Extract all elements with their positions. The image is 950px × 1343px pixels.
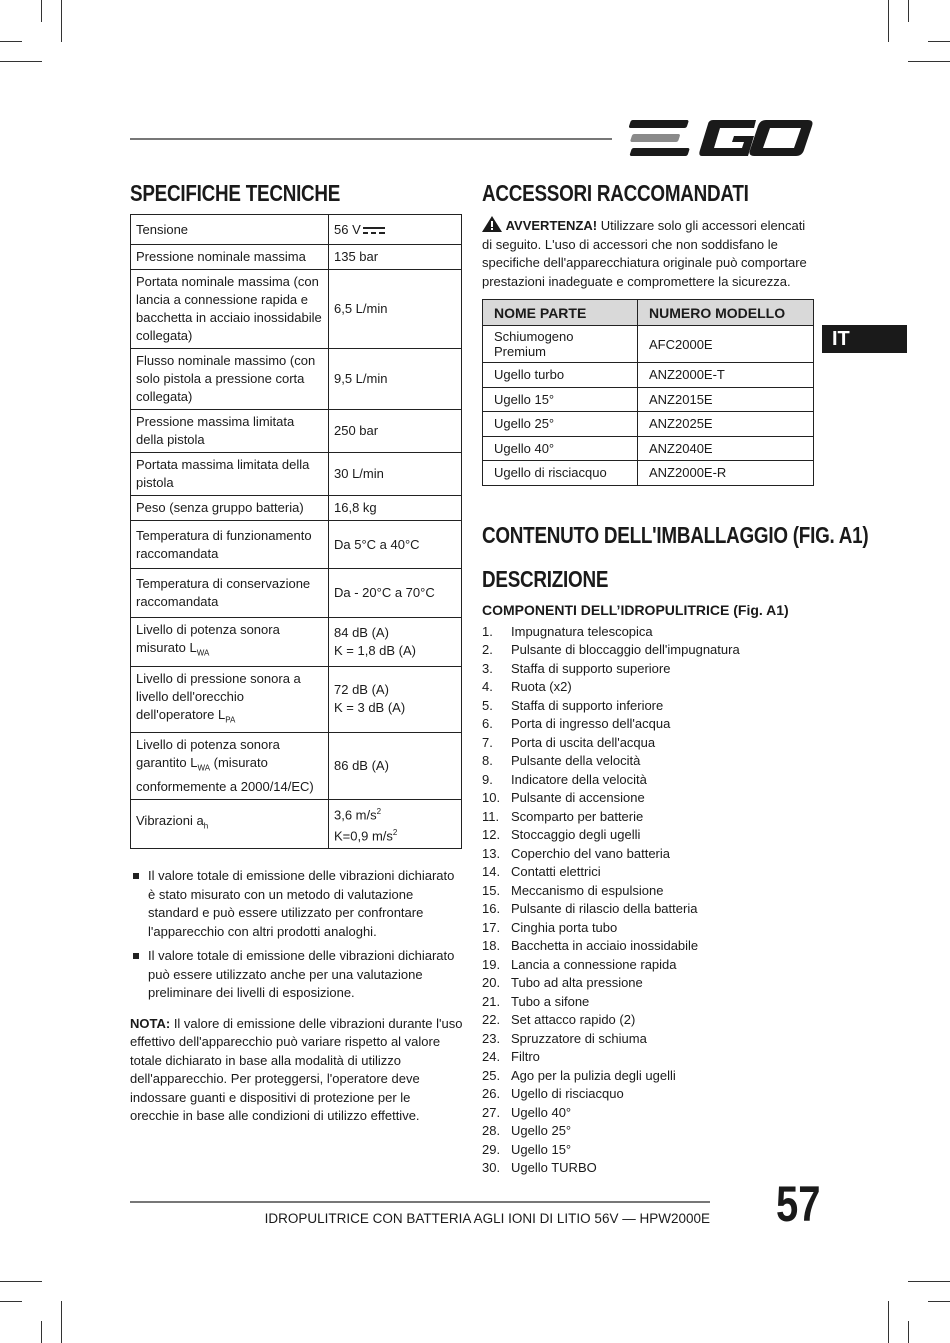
crop-mark xyxy=(888,0,889,42)
table-row xyxy=(131,521,462,569)
table-row xyxy=(131,666,462,733)
part-name: Ugello di risciacquo xyxy=(483,461,638,486)
spec-value: 250 bar xyxy=(329,410,462,453)
list-item: 7. Porta di uscita dell'acqua xyxy=(482,734,656,750)
accessories-table xyxy=(482,299,814,486)
list-item: 18. Bacchetta in acciaio inossidabile xyxy=(482,938,699,953)
spec-label: Livello di pressione sonora a livello dell'orecchio dell'operatore $L_{PA}$ xyxy=(131,666,329,733)
warning-paragraph: AVVERTENZA! Utilizzare solo gli accessori elencati di seguito. L'uso di accessori che non soddisfano le specifiche dell'apparecchiatura originale può comportare prestazioni inadeguate e compromettere la sicurezza. xyxy=(482,218,807,289)
list-item: 13. Coperchio del vano batteria xyxy=(482,845,670,861)
list-item: Il valore totale di emissione delle vibrazioni dichiarato può essere utilizzato anche per una valutazione preliminare dei livelli di esposizione. xyxy=(130,947,463,1003)
table-row xyxy=(131,453,462,496)
contents-title: CONTENUTO DELL'IMBALLAGGIO (FIG. A1) xyxy=(482,521,869,548)
table-row xyxy=(483,387,814,412)
model-number: ANZ2015E xyxy=(638,387,814,412)
page-number: 57 xyxy=(776,1176,821,1232)
crop-mark xyxy=(908,0,909,22)
list-item: 22. Set attacco rapido (2) xyxy=(482,1012,636,1027)
footer-rule xyxy=(130,1201,710,1203)
spec-value: Da - 20°C a 70°C xyxy=(329,569,462,618)
ego-logo xyxy=(628,117,814,159)
crop-mark xyxy=(908,1281,950,1282)
accessories-title: ACCESSORI RACCOMANDATI xyxy=(482,180,749,206)
spec-value: 56 V xyxy=(329,215,462,245)
list-item: 5. Staffa di supporto inferiore xyxy=(482,697,664,713)
list-item: 21. Tubo a sifone xyxy=(482,993,590,1009)
table-row xyxy=(131,496,462,521)
left-column xyxy=(130,176,463,1126)
list-item: 9. Indicatore della velocità xyxy=(482,771,647,787)
table-header-row xyxy=(483,300,814,326)
table-row xyxy=(131,618,462,667)
spec-value: 135 bar xyxy=(329,245,462,270)
list-item: 30. Ugello TURBO xyxy=(482,1160,597,1175)
list-item: 8. Pulsante della velocità xyxy=(482,753,641,768)
model-number: ANZ2000E-T xyxy=(638,363,814,388)
spec-label: Pressione nominale massima xyxy=(131,245,329,270)
table-row xyxy=(483,326,814,363)
spec-value: 72 dB (A) K = 3 dB (A) xyxy=(329,666,462,733)
crop-mark xyxy=(908,61,950,62)
spec-label: Livello di potenza sonora garantito $L_{WA}$ (misurato conformemente a 2000/14/EC) xyxy=(131,733,329,800)
list-item: 1. Impugnatura telescopica xyxy=(482,623,653,639)
spec-value: 16,8 kg xyxy=(329,496,462,521)
part-name: Ugello 40° xyxy=(483,436,638,461)
header-rule xyxy=(130,138,612,140)
column-header: NOME PARTE xyxy=(483,300,638,326)
specs-table xyxy=(130,214,462,849)
crop-mark xyxy=(888,1301,889,1343)
part-name: Ugello 15° xyxy=(483,387,638,412)
list-item: 24. Filtro xyxy=(482,1049,540,1064)
list-item: 20. Tubo ad alta pressione xyxy=(482,975,643,990)
crop-mark xyxy=(61,0,62,42)
table-row xyxy=(131,215,462,245)
table-row xyxy=(131,245,462,270)
spec-label: Flusso nominale massimo (con solo pistola a pressione corta collegata) xyxy=(131,349,329,410)
list-item: 15. Meccanismo di espulsione xyxy=(482,882,664,898)
part-name: Ugello 25° xyxy=(483,412,638,437)
components-subtitle: COMPONENTI DELL’IDROPULITRICE (Fig. A1) xyxy=(482,601,789,618)
list-item: 12. Stoccaggio degli ugelli xyxy=(482,827,641,842)
crop-mark xyxy=(928,41,950,42)
list-item: 4. Ruota (x2) xyxy=(482,679,572,694)
table-row xyxy=(483,461,814,486)
list-item: 16. Pulsante di rilascio della batteria xyxy=(482,901,698,916)
list-item: Il valore totale di emissione delle vibrazioni dichiarato è stato misurato con un metodo di valutazione standard e può essere utilizzato per confrontare l'apparecchio con altri prodotti analoghi. xyxy=(130,867,463,941)
table-row xyxy=(131,733,462,800)
spec-value: 6,5 L/min xyxy=(329,270,462,349)
spec-label: Portata nominale massima (con lancia a connessione rapida e bacchetta in acciaio inossidabile collegata) xyxy=(131,270,329,349)
table-row xyxy=(131,410,462,453)
description-title: DESCRIZIONE xyxy=(482,565,609,592)
spec-label: Pressione massima limitata della pistola xyxy=(131,410,329,453)
table-row xyxy=(483,412,814,437)
crop-mark xyxy=(0,41,22,42)
list-item: 25. Ago per la pulizia degli ugelli xyxy=(482,1067,676,1083)
spec-label: Portata massima limitata della pistola xyxy=(131,453,329,496)
list-item: 11. Scomparto per batterie xyxy=(482,808,644,824)
language-tab: IT xyxy=(822,325,907,353)
model-number: ANZ2025E xyxy=(638,412,814,437)
crop-mark xyxy=(0,1281,42,1282)
spec-label: Tensione xyxy=(131,215,329,245)
part-name: Ugello turbo xyxy=(483,363,638,388)
spec-value: 30 L/min xyxy=(329,453,462,496)
spec-value: Da 5°C a 40°C xyxy=(329,521,462,569)
list-item: 29. Ugello 15° xyxy=(482,1141,572,1157)
table-row xyxy=(131,569,462,618)
list-item: 2. Pulsante di bloccaggio dell'impugnatura xyxy=(482,642,740,657)
crop-mark xyxy=(61,1301,62,1343)
list-item: 6. Porta di ingresso dell'acqua xyxy=(482,716,671,731)
model-number: ANZ2000E-R xyxy=(638,461,814,486)
crop-mark xyxy=(41,1321,42,1343)
list-item: 19. Lancia a connessione rapida xyxy=(482,956,677,972)
warning-icon xyxy=(482,216,502,232)
part-name: Schiumogeno Premium xyxy=(483,326,638,363)
list-item: 3. Staffa di supporto superiore xyxy=(482,660,671,676)
list-item: 27. Ugello 40° xyxy=(482,1104,572,1120)
dc-current-icon xyxy=(363,226,385,235)
spec-value: 86 dB (A) xyxy=(329,733,462,800)
crop-mark xyxy=(41,0,42,22)
spec-label: Peso (senza gruppo batteria) xyxy=(131,496,329,521)
list-item: 23. Spruzzatore di schiuma xyxy=(482,1030,647,1046)
table-row xyxy=(131,349,462,410)
crop-mark xyxy=(0,1301,22,1302)
right-column xyxy=(482,176,869,1178)
spec-value: 9,5 L/min xyxy=(329,349,462,410)
spec-label: Livello di potenza sonora misurato $L_{WA}$ xyxy=(131,618,329,667)
spec-label: Vibrazioni $a_h$ xyxy=(131,799,329,849)
spec-value: 84 dB (A) K = 1,8 dB (A) xyxy=(329,618,462,667)
list-item: 17. Cinghia porta tubo xyxy=(482,919,618,935)
list-item: 28. Ugello 25° xyxy=(482,1123,572,1138)
specs-title: SPECIFICHE TECNICHE xyxy=(130,180,341,206)
table-row xyxy=(483,436,814,461)
crop-mark xyxy=(908,1321,909,1343)
list-item: 26. Ugello di risciacquo xyxy=(482,1086,624,1101)
list-item: 10. Pulsante di accensione xyxy=(482,790,645,805)
footer-title: IDROPULITRICE CON BATTERIA AGLI IONI DI LITIO 56V — HPW2000E xyxy=(264,1211,710,1226)
table-row xyxy=(131,799,462,849)
spec-value: 3,6 $m/s^2$ K=0,9 $m/s^2$ xyxy=(329,799,462,849)
list-item: 14. Contatti elettrici xyxy=(482,864,601,879)
crop-mark xyxy=(928,1301,950,1302)
crop-mark xyxy=(0,61,42,62)
column-header: NUMERO MODELLO xyxy=(638,300,814,326)
model-number: AFC2000E xyxy=(638,326,814,363)
spec-label: Temperatura di funzionamento raccomandata xyxy=(131,521,329,569)
spec-label: Temperatura di conservazione raccomandata xyxy=(131,569,329,618)
table-row xyxy=(131,270,462,349)
table-row xyxy=(483,363,814,388)
components-list xyxy=(482,623,816,1178)
model-number: ANZ2040E xyxy=(638,436,814,461)
vibration-notes xyxy=(130,867,463,1003)
nota-paragraph: NOTA: Il valore di emissione delle vibrazioni durante l'uso effettivo dell'apparecchio può variare rispetto al valore totale dichiarato in base alla modalità di utilizzo dell'apparecchio. Per proteggersi, l'operatore deve indossare guanti e dispositivi di protezione per le orecchie in base alle condizioni di utilizzo effettive. xyxy=(130,1015,463,1124)
